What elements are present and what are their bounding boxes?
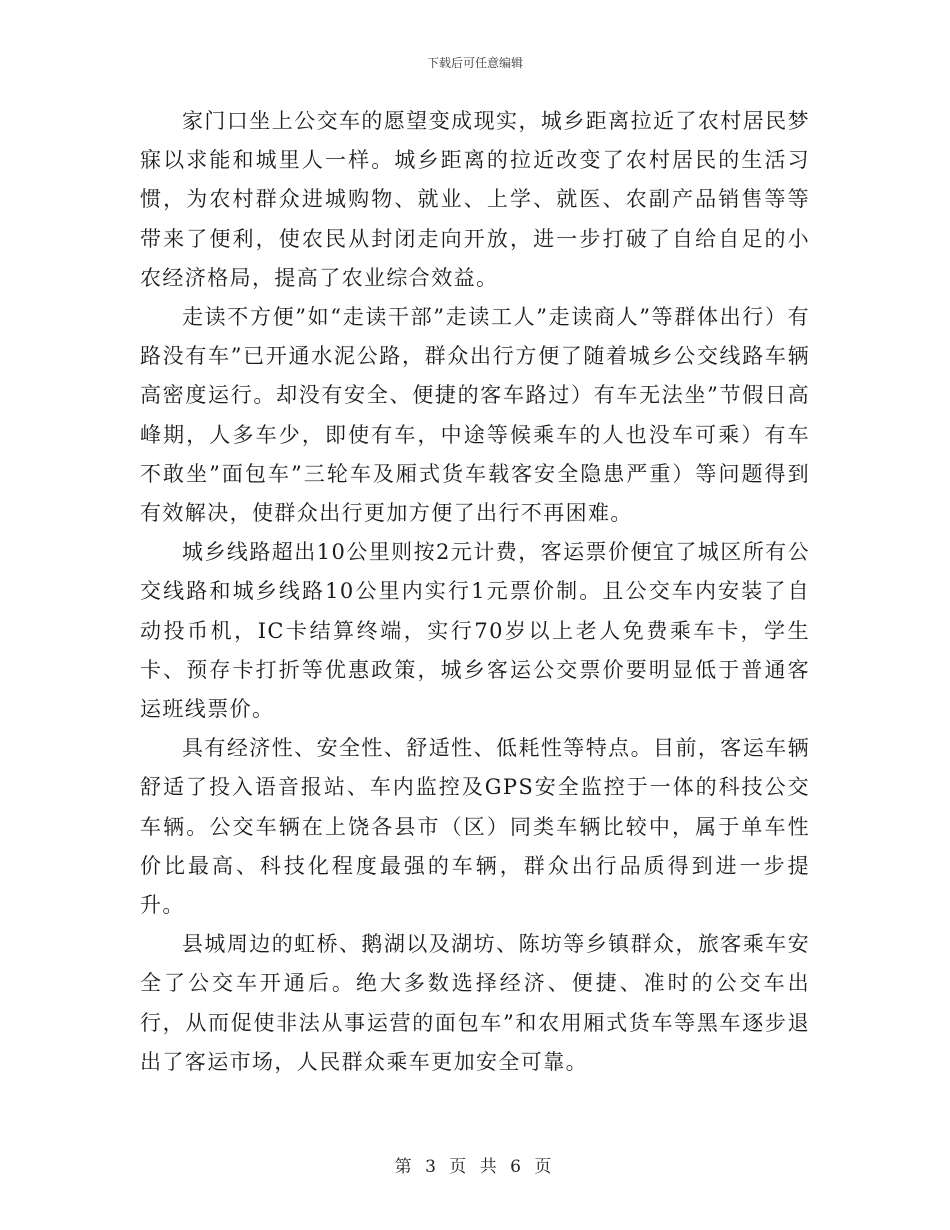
page-header: 下载后可任意编辑	[426, 56, 523, 70]
paragraph-5: 县城周边的虹桥、鹅湖以及湖坊、陈坊等乡镇群众，旅客乘车安全了公交车开通后。绝大多数选择经济、便捷、准时的公交车出行，从而促使非法从事运营的面包车”和农用厢式货车等黑车逐步退出了客运市场，人民群众乘车更加安全可靠。	[140, 932, 810, 1074]
paragraph-4: 具有经济性、安全性、舒适性、低耗性等特点。目前，客运车辆舒适了投入语音报站、车内监控及GPS安全监控于一体的科技公交车辆。公交车辆在上饶各县市（区）同类车辆比较中，属于单车性价比最高、科技化程度最强的车辆，群众出行品质得到进一步提升。	[140, 736, 810, 918]
page-number: 第 3 页 共 6 页	[394, 1157, 556, 1177]
document-body	[140, 102, 810, 1082]
paragraph-3: 城乡线路超出10公里则按2元计费，客运票价便宜了城区所有公交线路和城乡线路10公里内实行1元票价制。且公交车内安装了自动投币机，IC卡结算终端，实行70岁以上老人免费乘车卡，学生卡、预存卡打折等优惠政策，城乡客运公交票价要明显低于普通客运班线票价。	[140, 540, 810, 722]
paragraph-2: 走读不方便”如“走读干部”走读工人”走读商人”等群体出行）有路没有车”已开通水泥公路，群众出行方便了随着城乡公交线路车辆高密度运行。却没有安全、便捷的客车路过）有车无法坐”节假日高峰期，人多车少，即使有车，中途等候乘车的人也没车可乘）有车不敢坐”面包车”三轮车及厢式货车载客安全隐患严重）等问题得到有效解决，使群众出行更加方便了出行不再困难。	[140, 305, 810, 526]
paragraph-1: 家门口坐上公交车的愿望变成现实，城乡距离拉近了农村居民梦寐以求能和城里人一样。城乡距离的拉近改变了农村居民的生活习惯，为农村群众进城购物、就业、上学、就医、农副产品销售等等带来了便利，使农民从封闭走向开放，进一步打破了自给自足的小农经济格局，提高了农业综合效益。	[140, 109, 810, 290]
